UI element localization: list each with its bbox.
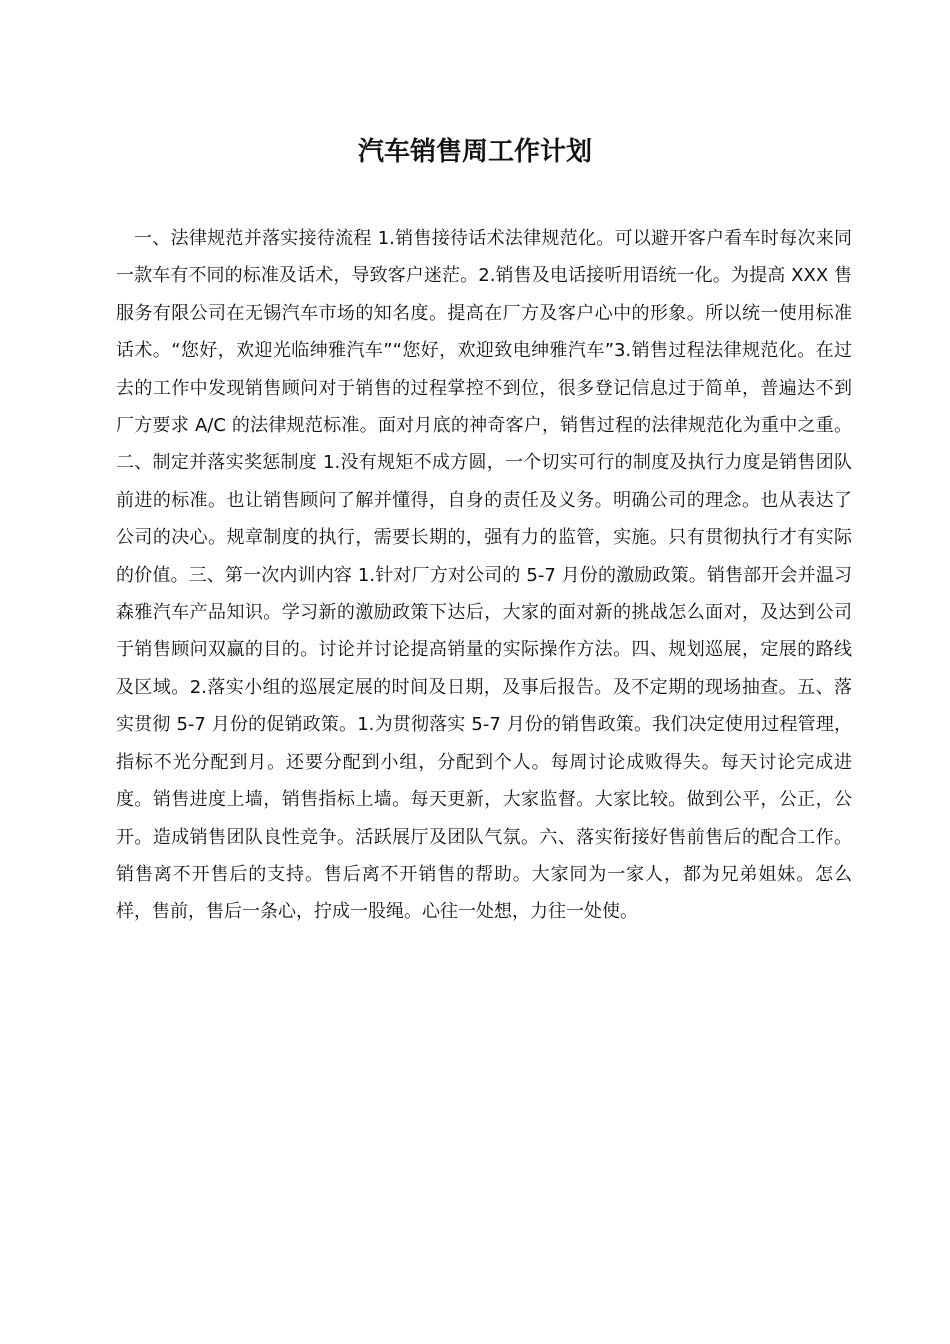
document-title: 汽车销售周工作计划 [357,137,592,167]
document-body-paragraph: 一、法律规范并落实接待流程 1.销售接待话术法律规范化。可以避开客户看车时每次来同一款车有不同的标准及话术，导致客户迷茫。2.销售及电话接听用语统一化。为提高 XXX 售服务有限公司在无锡汽车市场的知名度。提高在厂方及客户心中的形象。所以统一使用标准话术。“您好，欢迎光临绅雅汽车”“您好，欢迎致电绅雅汽车”3.销售过程法律规范化。在过去的工作中发现销售顾问对于销售的过程掌控不到位，很多登记信息过于简单，普遍达不到厂方要求 A/C 的法律规范标准。面对月底的神奇客户，销售过程的法律规范化为重中之重。二、制定并落实奖惩制度 1.没有规矩不成方圆，一个切实可行的制度及执行力度是销售团队前进的标准。也让销售顾问了解并懂得，自身的责任及义务。明确公司的理念。也从表达了公司的决心。规章制度的执行，需要长期的，强有力的监管，实施。只有贯彻执行才有实际的价值。三、第一次内训内容 1.针对厂方对公司的 5-7 月份的激励政策。销售部开会并温习森雅汽车产品知识。学习新的激励政策下达后，大家的面对新的挑战怎么面对，及达到公司于销售顾问双赢的目的。讨论并讨论提高销量的实际操作方法。四、规划巡展，定展的路线及区域。2.落实小组的巡展定展的时间及日期，及事后报告。及不定期的现场抽查。五、落实贯彻 5-7 月份的促销政策。1.为贯彻落实 5-7 月份的销售政策。我们决定使用过程管理，指标不光分配到月。还要分配到小组，分配到个人。每周讨论成败得失。每天讨论完成进度。销售进度上墙，销售指标上墙。每天更新，大家监督。大家比较。做到公平，公正，公开。造成销售团队良性竞争。活跃展厅及团队气氛。六、落实衔接好售前售后的配合工作。销售离不开售后的支持。售后离不开销售的帮助。大家同为一家人，都为兄弟姐妹。怎么样，售前，售后一条心，拧成一股绳。心往一处想，力往一处使。 [116,228,852,923]
